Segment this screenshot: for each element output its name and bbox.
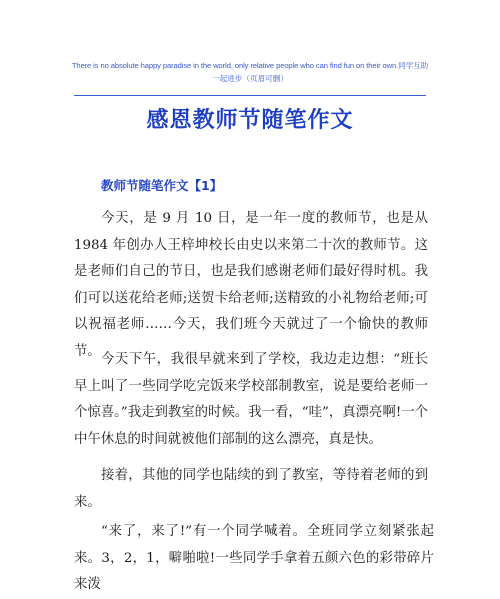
body-paragraph-4: “来了，来了!”有一个同学喊着。全班同学立刻紧张起来。3，2，1，噼啪啦!一些同学手拿着五颜六色的彩带碎片来泼 bbox=[74, 524, 434, 592]
section-heading: 教师节随笔作文【1】 bbox=[101, 178, 223, 193]
page-header-note: 一起进步（页眉可删） bbox=[212, 74, 288, 83]
document-title: 感恩教师节随笔作文 bbox=[146, 108, 354, 133]
body-paragraph-1: 今天，是 9 月 10 日，是一年一度的教师节，也是从 1984 年创办人王梓坤校长由史以来第二十次的教师节。这是老师们自己的节日，也是我们感谢老师们最好得时机。我们可以送花给老师;送贺卡给老师;送精致的小礼物给老师;可以祝福老师……今天，我们班今天就过了一个愉快的教师节。 bbox=[74, 211, 428, 359]
header-divider bbox=[74, 95, 426, 96]
body-paragraph-2: 今天下午，我很早就来到了学校，我边走边想：“班长早上叫了一些同学吃完饭来学校部制教室，说是要给老师一个惊喜。”我走到教室的时候。我一看，“哇”，真漂亮啊!一个中午休息的时间就被他们部制的这么漂亮，真是快。 bbox=[74, 352, 428, 447]
body-paragraph-3: 接着，其他的同学也陆续的到了教室，等待着老师的到来。 bbox=[74, 468, 428, 510]
page-header-quote: There is no absolute happy paradise in the world, only relative people who can find fun on their own.同学互助 bbox=[71, 61, 429, 70]
